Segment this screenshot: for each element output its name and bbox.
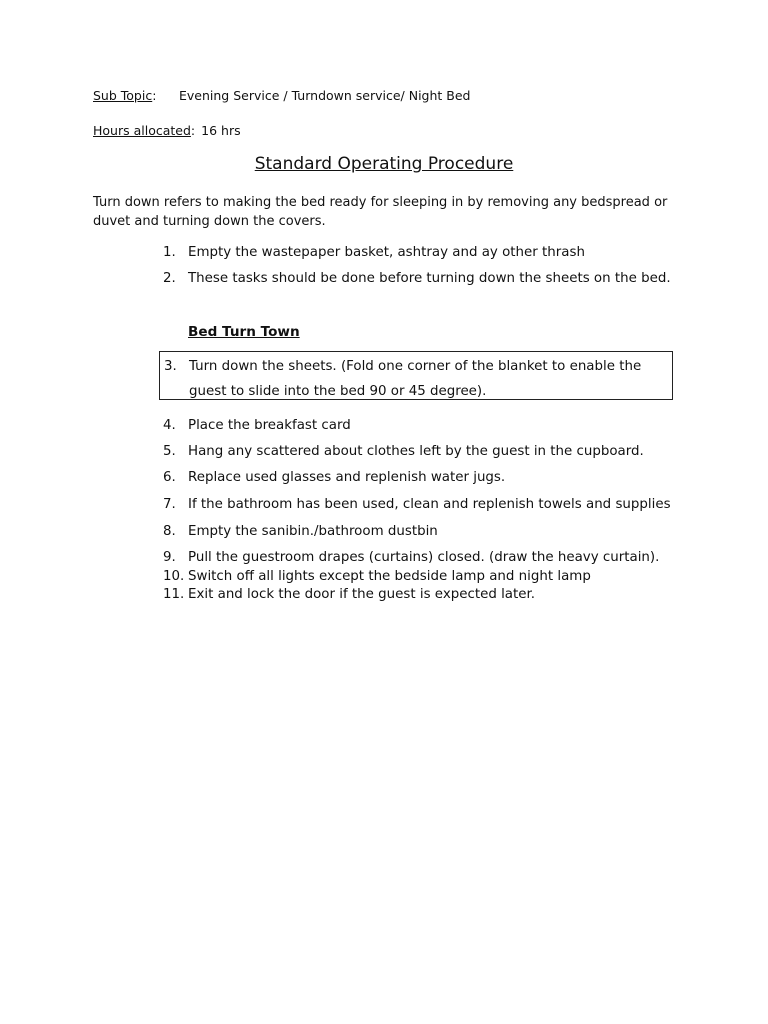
list-item-number: 6.: [163, 470, 176, 485]
list-item: [163, 417, 693, 435]
list-item-number: 4.: [163, 418, 176, 433]
list-item-text: Exit and lock the door if the guest is expected later.: [188, 587, 536, 602]
list-item-number: 9.: [163, 550, 176, 565]
list-item-text: Switch off all lights except the bedside lamp and night lamp: [188, 569, 591, 584]
list-item-number: 2.: [163, 271, 176, 286]
sub-topic-colon: :: [152, 88, 157, 103]
hours-allocated-label: Hours allocated: [93, 123, 191, 138]
list-item: [163, 443, 693, 461]
list-item-text: Turn down the sheets. (Fold one corner of the blanket to enable the guest to slide into the bed 90 or 45 degree).: [189, 359, 642, 399]
hours-allocated-line: [93, 123, 241, 138]
sub-topic-line: [93, 88, 471, 103]
intro-paragraph: Turn down refers to making the bed ready for sleeping in by removing any bedspread or duvet and turning down the covers.: [93, 195, 668, 229]
list-item: [163, 586, 693, 604]
list-item-text: Replace used glasses and replenish water jugs.: [188, 470, 506, 485]
hours-allocated-colon: :: [190, 123, 196, 138]
list-item-text: Pull the guestroom drapes (curtains) closed. (draw the heavy curtain).: [188, 550, 660, 565]
list-item-text: Empty the sanibin./bathroom dustbin: [188, 524, 438, 539]
list-item-number: 7.: [163, 497, 176, 512]
list-item-text: Place the breakfast card: [188, 418, 351, 433]
list-item-text: Hang any scattered about clothes left by the guest in the cupboard.: [188, 444, 644, 459]
section-heading: Bed Turn Town: [188, 324, 300, 340]
sub-topic-label: Sub Topic: [93, 88, 153, 103]
list-item-number: 3.: [164, 359, 177, 374]
list-item-number: 1.: [163, 245, 176, 260]
highlight-box: [159, 351, 673, 400]
list-item: [163, 523, 693, 541]
list-item-number: 11.: [163, 587, 185, 602]
list-item: [163, 270, 693, 288]
list-item-number: 5.: [163, 444, 176, 459]
list-item-text: These tasks should be done before turning down the sheets on the bed.: [188, 271, 671, 286]
list-item-text: If the bathroom has been used, clean and replenish towels and supplies: [188, 497, 671, 512]
list-item-number: 8.: [163, 524, 176, 539]
list-item: [163, 469, 693, 487]
list-item-text: Empty the wastepaper basket, ashtray and ay other thrash: [188, 245, 585, 260]
list-item: [163, 496, 703, 514]
page-title: Standard Operating Procedure: [254, 154, 514, 174]
list-item: [163, 568, 693, 586]
sub-topic-value: Evening Service / Turndown service/ Night Bed: [179, 88, 471, 103]
hours-allocated-value: 16 hrs: [201, 123, 241, 138]
list-item: [163, 244, 693, 262]
list-item: [163, 549, 693, 567]
list-item: [164, 354, 664, 404]
list-item-number: 10.: [163, 569, 185, 584]
